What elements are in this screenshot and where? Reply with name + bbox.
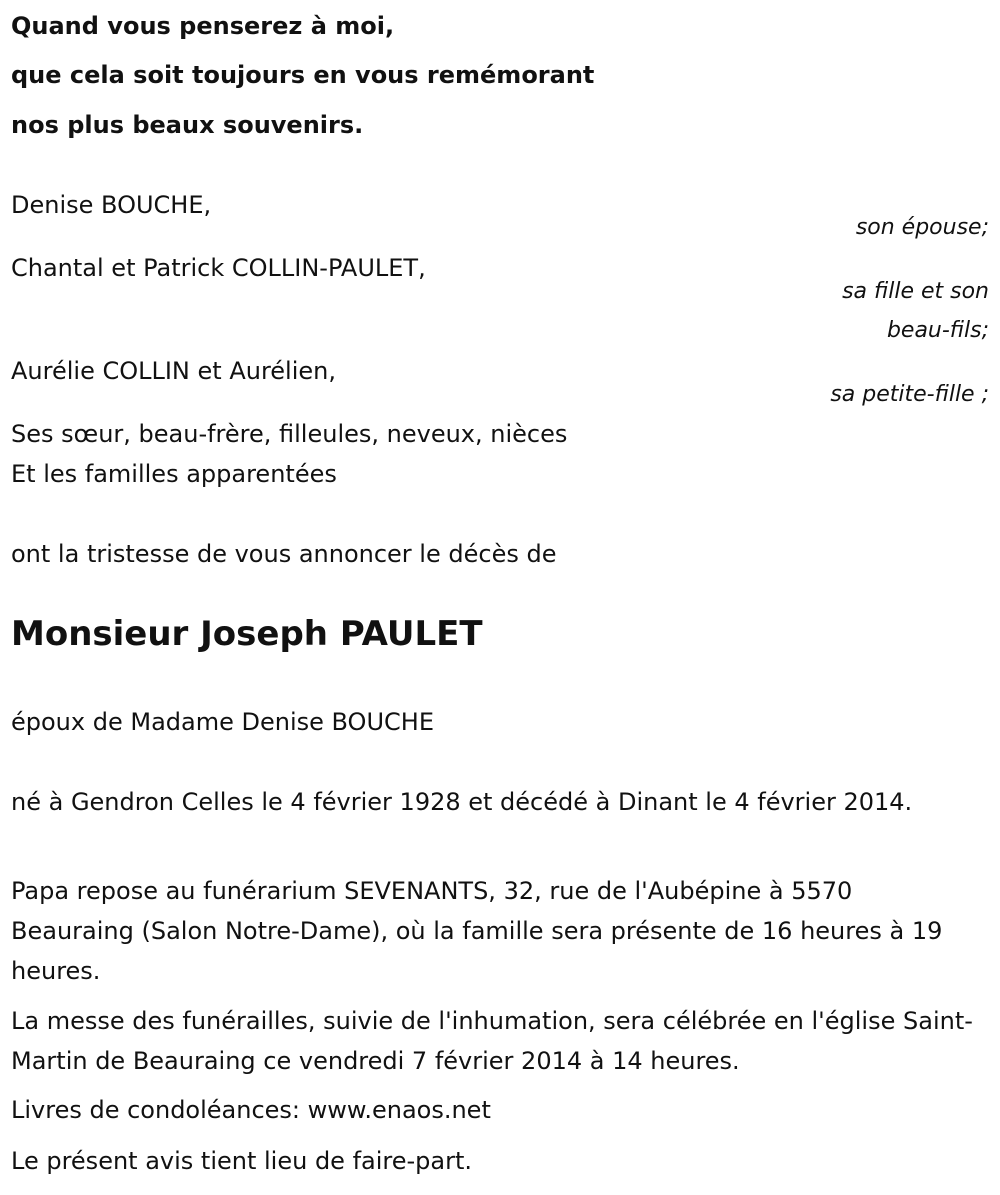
other-relatives-line-1: Ses sœur, beau-frère, filleules, neveux, nièces — [11, 420, 568, 448]
notice-text: Le présent avis tient lieu de faire-part. — [11, 1147, 473, 1175]
visitation-text: Papa repose au funérarium SEVENANTS, 32, rue de l'Aubépine à 5570 Beauraing (Salon Notre-Dame), où la famille sera présente de 16 heures à 19 heures. — [11, 877, 943, 985]
daughter-name: Chantal et Patrick COLLIN-PAULET, — [11, 254, 426, 282]
announcement-text: ont la tristesse de vous annoncer le décès de — [11, 540, 557, 568]
daughter-relation-line-1: sa fille et son — [842, 279, 989, 304]
spouse-of-text: époux de Madame Denise BOUCHE — [11, 708, 434, 736]
deceased-name: Monsieur Joseph PAULET — [11, 614, 483, 654]
condolences-text: Livres de condoléances: www.enaos.net — [11, 1096, 491, 1124]
birth-death-text: né à Gendron Celles le 4 février 1928 et décédé à Dinant le 4 février 2014. — [11, 788, 913, 816]
grandchild-relation: sa petite-fille ; — [830, 382, 989, 407]
poem-line-3: nos plus beaux souvenirs. — [11, 111, 364, 139]
poem-line-1: Quand vous penserez à moi, — [11, 12, 395, 40]
other-relatives-line-2: Et les familles apparentées — [11, 460, 337, 488]
poem-line-2: que cela soit toujours en vous remémorant — [11, 61, 595, 89]
spouse-relation: son épouse; — [855, 215, 989, 240]
spouse-name: Denise BOUCHE, — [11, 191, 212, 219]
grandchild-name: Aurélie COLLIN et Aurélien, — [11, 357, 336, 385]
funeral-text: La messe des funérailles, suivie de l'inhumation, sera célébrée en l'église Saint-Martin de Beauraing ce vendredi 7 février 2014 à 14 heures. — [11, 1007, 973, 1075]
daughter-relation-line-2: beau-fils; — [886, 318, 989, 343]
